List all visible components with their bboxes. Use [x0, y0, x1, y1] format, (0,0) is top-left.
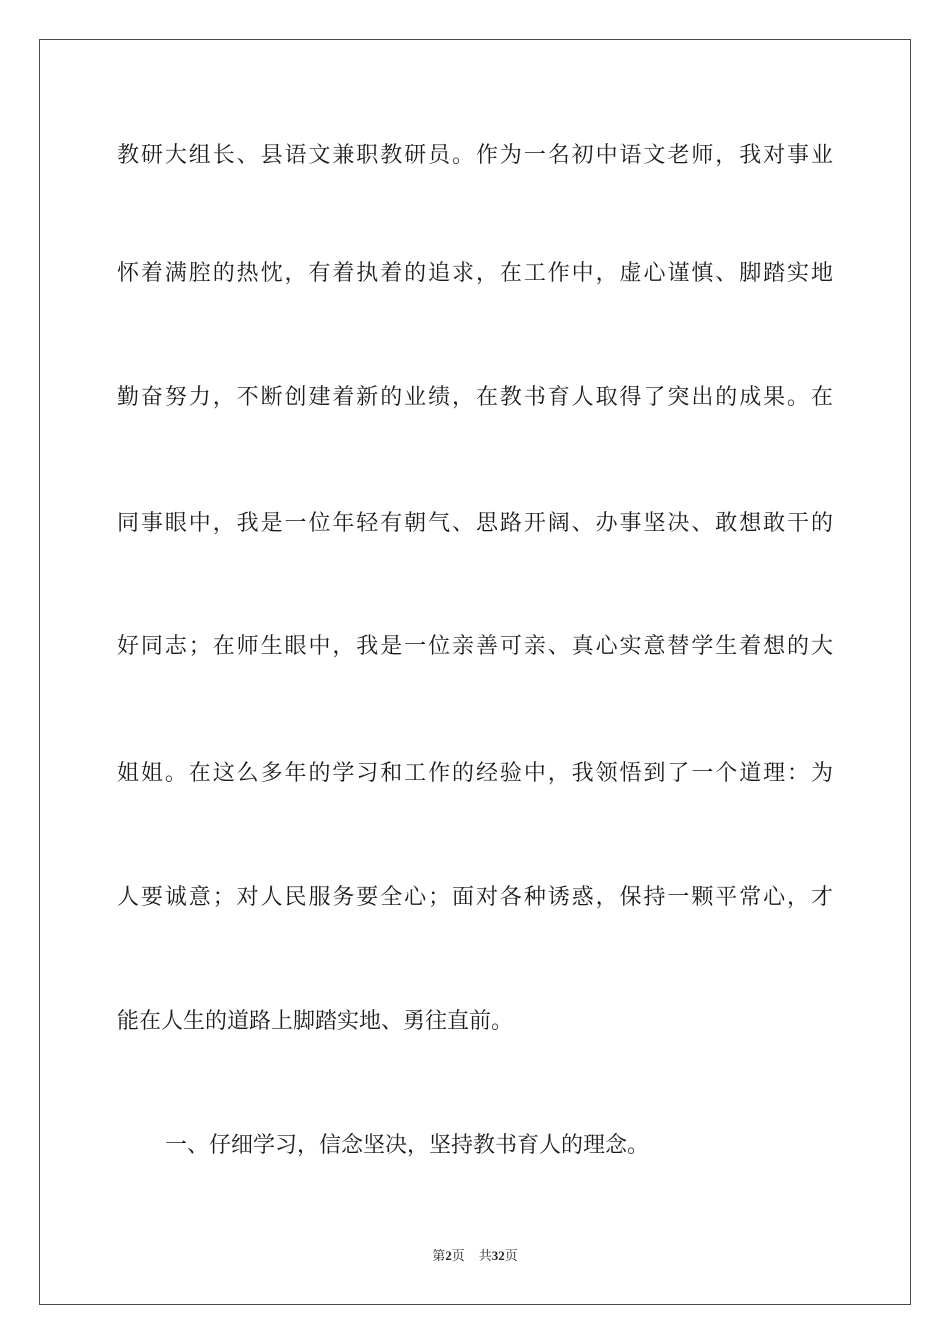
page-prefix: 第 — [432, 1248, 446, 1263]
total-pages: 32 — [491, 1248, 505, 1263]
page-number: 2 — [445, 1248, 452, 1263]
body-line-4: 同事眼中，我是一位年轻有朝气、思路开阔、办事坚决、敢想敢干的 — [117, 511, 833, 536]
total-suffix: 页 — [504, 1248, 518, 1263]
total-prefix: 共 — [478, 1248, 492, 1263]
body-line-7: 人要诚意；对人民服务要全心；面对各种诱惑，保持一颗平常心，才 — [117, 885, 833, 910]
body-line-8: 能在人生的道路上脚踏实地、勇往直前。 — [117, 1009, 514, 1034]
body-line-1: 教研大组长、县语文兼职教研员。作为一名初中语文老师，我对事业 — [117, 143, 833, 168]
body-line-2: 怀着满腔的热忱，有着执着的追求，在工作中，虚心谨慎、脚踏实地 — [117, 261, 833, 286]
body-line-3: 勤奋努力，不断创建着新的业绩，在教书育人取得了突出的成果。在 — [117, 385, 833, 410]
page-border — [39, 39, 911, 1305]
page-footer — [0, 1247, 950, 1265]
page-suffix: 页 — [451, 1248, 465, 1263]
body-line-6: 姐姐。在这么多年的学习和工作的经验中，我领悟到了一个道理：为 — [117, 761, 833, 786]
body-line-5: 好同志；在师生眼中，我是一位亲善可亲、真心实意替学生着想的大 — [117, 634, 833, 659]
section-heading: 一、仔细学习，信念坚决，坚持教书育人的理念。 — [165, 1133, 650, 1158]
